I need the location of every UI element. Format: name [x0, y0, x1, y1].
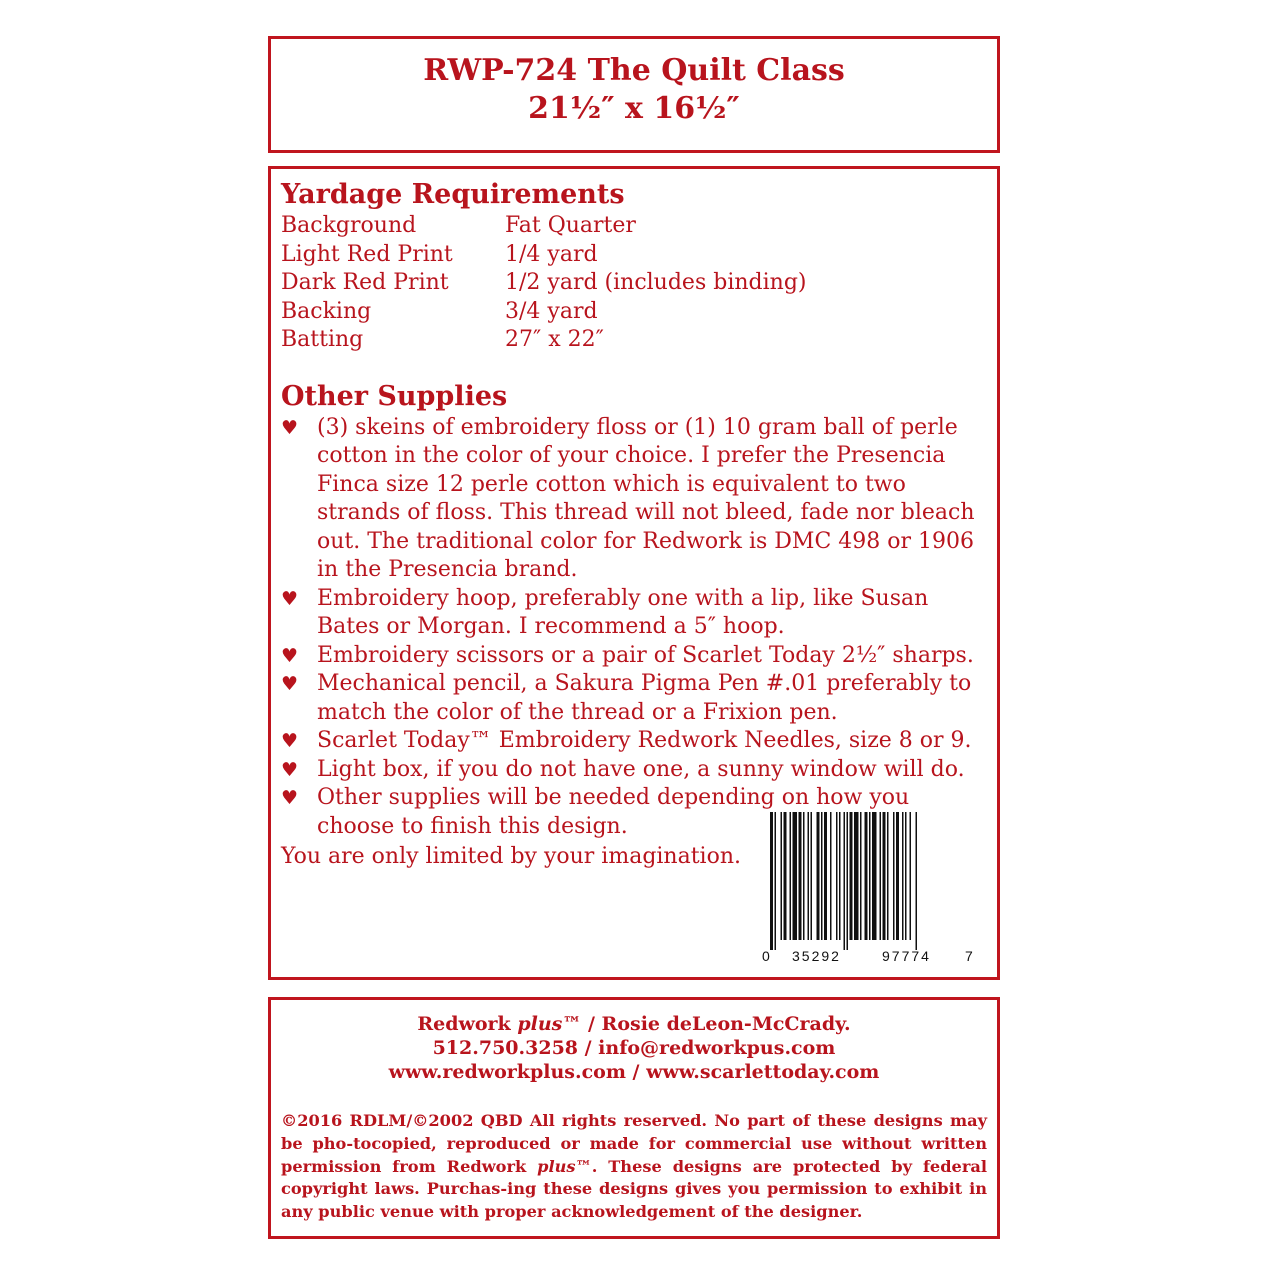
phone-email: 512.750.3258 / info@redworkpus.com [432, 1037, 836, 1059]
barcode-bars-icon [760, 810, 978, 950]
heart-icon: ♥ [281, 587, 299, 610]
barcode-digit-right: 7 [965, 948, 973, 964]
supply-text: Other supplies will be needed depending on how you choose to finish this design. [317, 785, 910, 839]
title-box [268, 36, 1000, 153]
yardage-qty: 3/4 yard [505, 298, 598, 324]
brand-line [271, 1012, 997, 1036]
list-item [281, 585, 987, 642]
yardage-qty: Fat Quarter [505, 213, 636, 238]
closing-line: You are only limited by your imagination. [281, 844, 742, 869]
barcode-group-right: 97774 [882, 948, 931, 964]
yardage-item: Backing [281, 298, 372, 324]
yardage-table [281, 212, 987, 355]
yardage-qty: 27″ x 22″ [505, 327, 604, 352]
heart-icon: ♥ [281, 787, 299, 809]
list-item [281, 670, 987, 727]
list-item [281, 642, 987, 671]
supply-text: Mechanical pencil, a Sakura Pigma Pen #.01 preferably to match the color of the thread or a Frixion pen. [317, 671, 972, 725]
copyright-text-2: ™. These designs are protected by federal copyright laws. Purchas-ing these designs gives you permission to exhibit in any public venue with proper acknowledgement of the designer. [281, 1156, 987, 1222]
supply-text: Embroidery scissors or a pair of Scarlet Today 2½″ sharps. [317, 642, 974, 668]
barcode [760, 810, 978, 965]
copyright-notice [281, 1110, 987, 1224]
footer-box [268, 997, 1000, 1239]
brand-plus: plus™ [517, 1013, 582, 1035]
yardage-heading: Yardage Requirements [281, 179, 625, 210]
websites: www.redworkplus.com / www.scarlettoday.com [388, 1061, 880, 1083]
heart-icon: ♥ [281, 644, 299, 667]
yardage-item: Dark Red Print [281, 270, 449, 295]
copyright-plus: plus [537, 1156, 576, 1176]
heart-icon: ♥ [281, 758, 299, 781]
barcode-group-left: 35292 [792, 948, 841, 964]
yardage-item: Background [281, 213, 417, 238]
contact-block [271, 1012, 997, 1084]
supply-text: (3) skeins of embroidery floss or (1) 10 gram ball of perle cotton in the color of your choice. I prefer the Presencia Finca size 12 perle cotton which is equivalent to two strands of floss. This thread will not bleed, fade nor bleach out. The traditional color for Redwork is DMC 498 or 1906 in the Presencia brand. [317, 414, 975, 582]
heart-icon: ♥ [281, 416, 299, 439]
yardage-row [281, 326, 987, 355]
pattern-title: RWP-724 The Quilt Class [423, 53, 845, 88]
supplies-heading: Other Supplies [281, 380, 508, 412]
supply-text: Light box, if you do not have one, a sunny window will do. [317, 756, 965, 782]
yardage-row [281, 298, 987, 327]
supply-text: Embroidery hoop, preferably one with a lip, like Susan Bates or Morgan. I recommend a 5″ hoop. [317, 585, 929, 639]
list-item [281, 756, 987, 785]
yardage-row [281, 269, 987, 298]
list-item [281, 727, 987, 756]
pattern-size: 21½″ x 16½″ [528, 91, 740, 126]
barcode-digit-left: 0 [762, 948, 770, 964]
copyright-text-1: ©2016 RDLM/©2002 QBD All rights reserved. No part of these designs may be pho-tocopied, reproduced or made for commercial use without written permission from Redwork [281, 1111, 987, 1176]
list-item [281, 414, 987, 585]
yardage-item: Light Red Print [281, 241, 453, 267]
yardage-item: Batting [281, 327, 364, 352]
yardage-qty: 1/4 yard [505, 241, 598, 267]
heart-icon: ♥ [281, 730, 299, 752]
supply-text: Scarlet Today™ Embroidery Redwork Needles, size 8 or 9. [317, 728, 972, 753]
requirements-box [268, 166, 1000, 980]
author-name: / Rosie deLeon-McCrady. [581, 1013, 851, 1035]
supplies-list [281, 414, 987, 842]
heart-icon: ♥ [281, 673, 299, 695]
brand-name: Redwork [417, 1013, 511, 1035]
yardage-row [281, 212, 987, 241]
yardage-row [281, 241, 987, 270]
yardage-qty: 1/2 yard (includes binding) [505, 270, 807, 295]
